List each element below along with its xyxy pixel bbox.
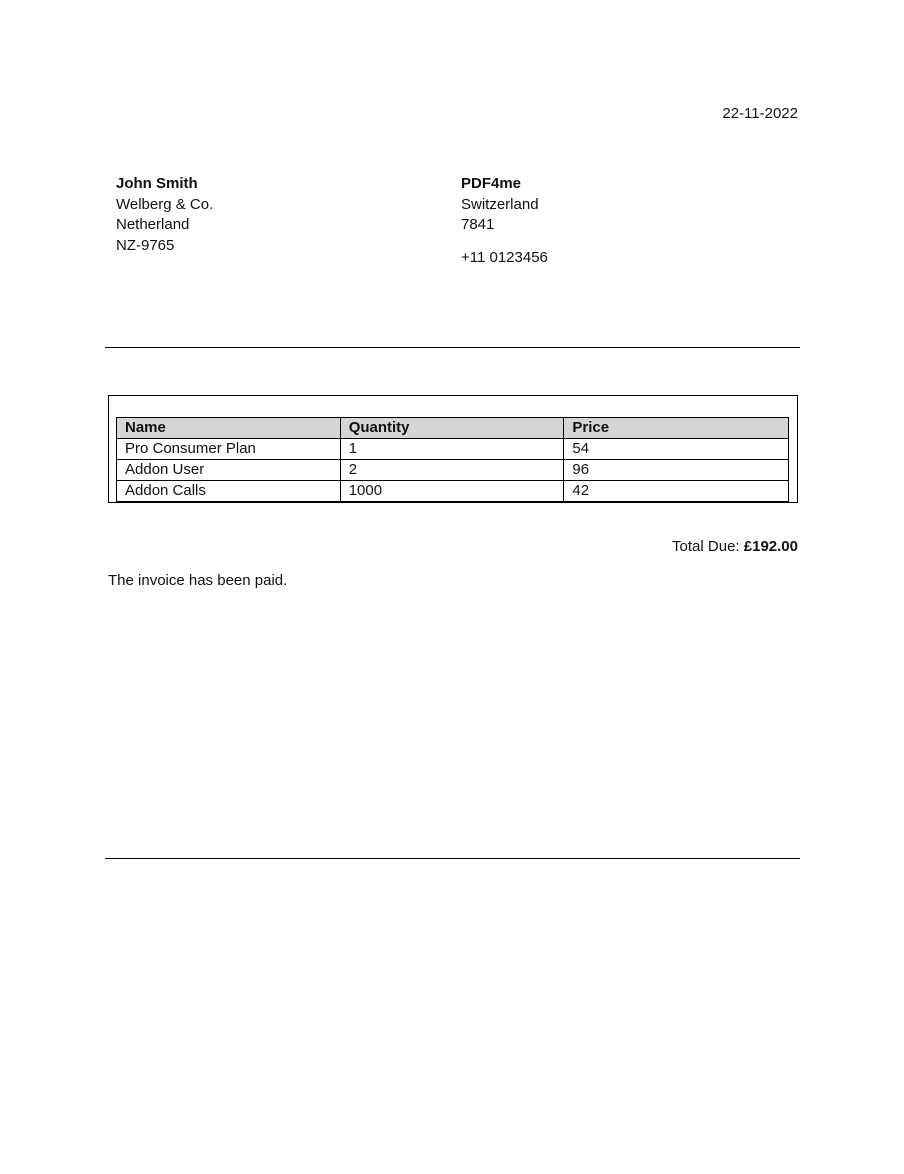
customer-company: Welberg & Co. — [116, 195, 214, 213]
payment-note: The invoice has been paid. — [108, 572, 288, 589]
cell-name: Addon Calls — [117, 481, 341, 502]
customer-address — [116, 174, 213, 256]
header-quantity: Quantity — [340, 418, 564, 439]
total-due-amount: £192.00 — [743, 538, 798, 555]
customer-country: Netherland — [116, 216, 190, 233]
table-row — [117, 481, 789, 502]
header-price: Price — [564, 418, 789, 439]
table-row — [117, 460, 789, 481]
table-row — [117, 439, 789, 460]
cell-name: Pro Consumer Plan — [117, 439, 341, 460]
vendor-country: Switzerland — [461, 195, 539, 213]
vendor-name: PDF4me — [461, 175, 522, 192]
cell-price: 54 — [564, 439, 789, 460]
table-header-row — [117, 418, 789, 439]
customer-name: John Smith — [116, 175, 198, 192]
vendor-address — [461, 174, 539, 236]
cell-quantity: 2 — [340, 460, 564, 481]
items-table — [116, 417, 789, 502]
cell-quantity: 1000 — [340, 481, 564, 502]
items-table-frame — [108, 395, 798, 503]
header-name: Name — [117, 418, 341, 439]
cell-price: 42 — [564, 481, 789, 502]
cell-price: 96 — [564, 460, 789, 481]
total-due-label: Total Due: — [672, 538, 740, 555]
vendor-phone: +11 0123456 — [461, 249, 548, 266]
total-due — [672, 538, 798, 555]
invoice-date: 22-11-2022 — [722, 105, 798, 122]
customer-postal-code: NZ-9765 — [116, 236, 175, 254]
cell-quantity: 1 — [340, 439, 564, 460]
cell-name: Addon User — [117, 460, 341, 481]
divider-top — [105, 347, 800, 348]
divider-bottom — [105, 858, 800, 859]
vendor-postal-code: 7841 — [461, 216, 495, 233]
